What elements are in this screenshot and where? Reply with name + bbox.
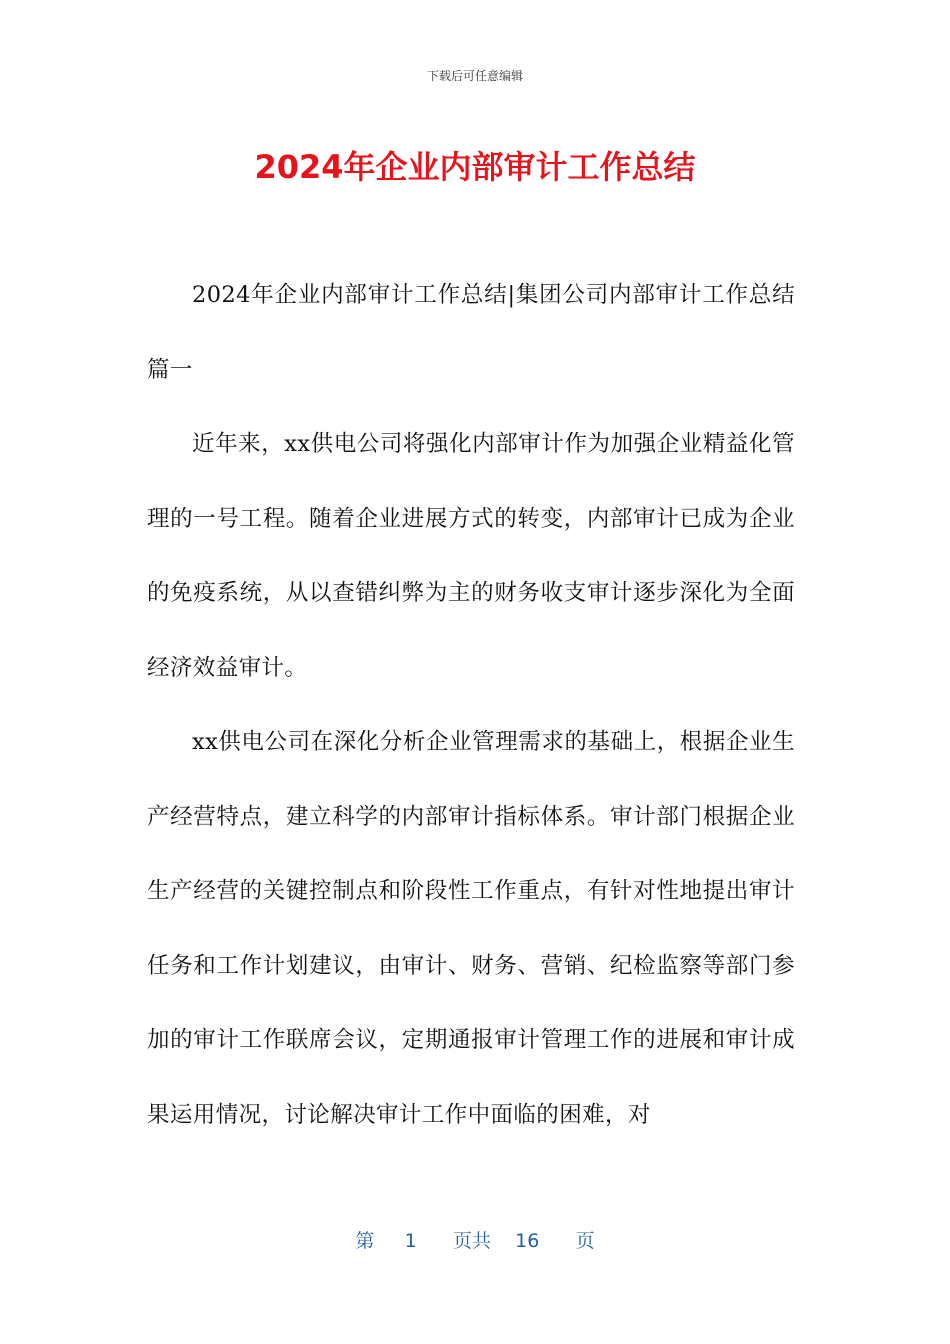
- footer-middle: 页共: [452, 1230, 491, 1252]
- page-footer: [0, 1226, 950, 1253]
- paragraph-intro: 近年来，xx供电公司将强化内部审计作为加强企业精益化管理的一号工程。随着企业进展方式的转变，内部审计已成为企业的免疫系统，从以查错纠弊为主的财务收支审计逐步深化为全面经济效益审计。: [147, 431, 795, 681]
- document-title: 2024年企业内部审计工作总结: [254, 148, 696, 186]
- current-page-number: 1: [404, 1230, 417, 1252]
- header-note: 下载后可任意编辑: [426, 69, 523, 83]
- total-pages-number: 16: [515, 1230, 540, 1252]
- footer-prefix: 第: [355, 1230, 375, 1252]
- paragraph-heading: 2024年企业内部审计工作总结|集团公司内部审计工作总结篇一: [147, 282, 795, 383]
- document-body: [147, 258, 795, 1152]
- footer-suffix: 页: [575, 1230, 595, 1252]
- paragraph-details: xx供电公司在深化分析企业管理需求的基础上，根据企业生产经营特点，建立科学的内部审计指标体系。审计部门根据企业生产经营的关键控制点和阶段性工作重点，有针对性地提出审计任务和工作计划建议，由审计、财务、营销、纪检监察等部门参加的审计工作联席会议，定期通报审计管理工作的进展和审计成果运用情况，讨论解决审计工作中面临的困难，对: [147, 729, 795, 1128]
